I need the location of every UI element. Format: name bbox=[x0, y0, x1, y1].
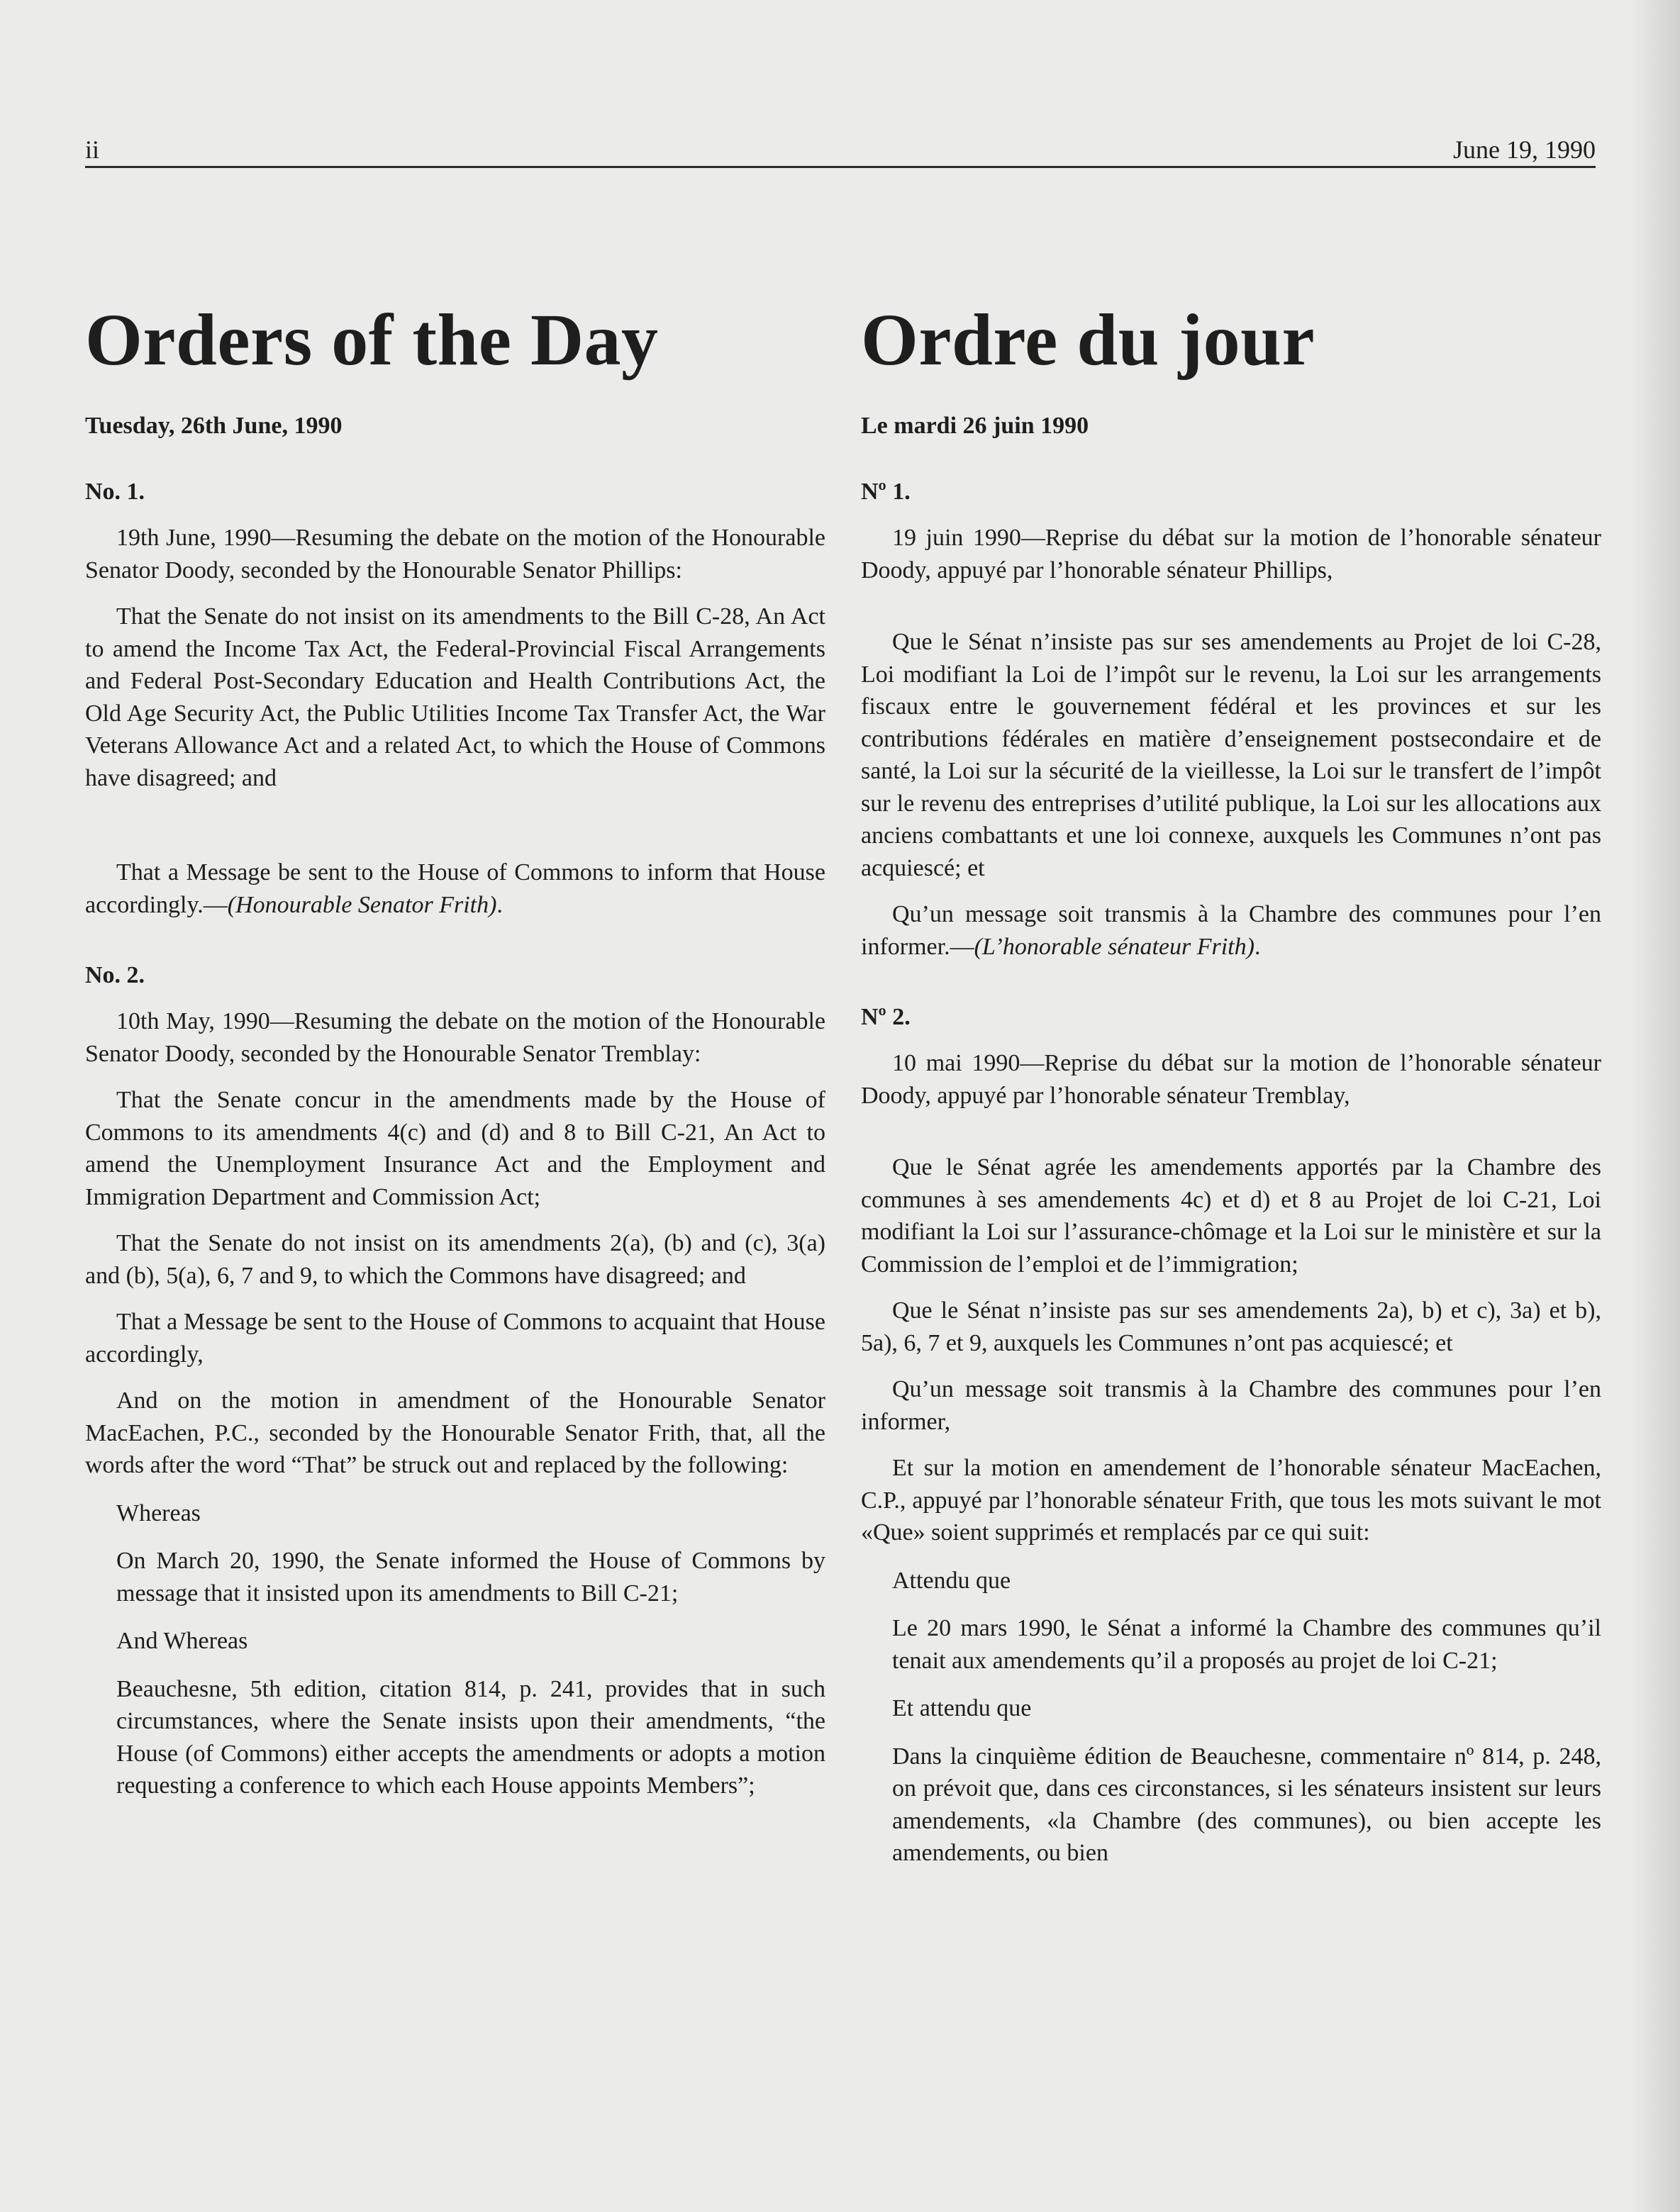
item2-motion1-english: That the Senate concur in the amendments made by the House of Commons to its amendments 4(c) and (d) and 8 to Bill C-21, An Act to amend the Unemployment Insurance Act and the Employment and Immigration Department and Commission Act; bbox=[85, 1087, 825, 1210]
whereas-text-1-french: Le 20 mars 1990, le Sénat a informé la Chambre des communes qu’il tenait aux amendements qu’il a proposés au projet de loi C-21; bbox=[892, 1615, 1601, 1674]
sitting-date-french: Le mardi 26 juin 1990 bbox=[861, 413, 1089, 439]
page-title-english: Orders of the Day bbox=[85, 299, 659, 381]
item1-motion-french: Que le Sénat n’insiste pas sur ses amendements au Projet de loi C-28, Loi modifiant la Loi de l’impôt sur le revenu, la Loi sur les arrangements fiscaux entre le gouvernement fédéral et les provinces et sur les contributions fédérales en matière d’enseignement postsecondaire et de santé, la Loi sur la sécurité de la vieillesse, la Loi sur le transfert de l’impôt sur le revenu des entreprises d’utilité publique, la Loi sur les allocations aux anciens combattants et une loi connexe, auxquels les Communes n’ont pas acquiescé; et bbox=[861, 629, 1601, 881]
item2-intro-french: 10 mai 1990—Reprise du débat sur la motion de l’honorable sénateur Doody, appuyé par l’honorable sénateur Tremblay, bbox=[861, 1050, 1601, 1109]
item-number-1-french: Nº 1. bbox=[861, 479, 911, 505]
item2-amendment-french: Et sur la motion en amendement de l’honorable sénateur MacEachen, C.P., appuyé par l’honorable sénateur Frith, que tous les mots suivant le mot «Que» soient supprimés et remplacés par ce qui suit: bbox=[861, 1455, 1601, 1546]
item1-motion-english: That the Senate do not insist on its amendments to the Bill C-28, An Act to amend the Income Tax Act, the Federal-Provincial Fiscal Arrangements and Federal Post-Secondary Education and Health Contributions Act, the Old Age Security Act, the Public Utilities Income Tax Transfer Act, the War Veterans Allowance Act and a related Act, to which the House of Commons have disagreed; and bbox=[85, 603, 825, 791]
whereas-label-2-french: Et attendu que bbox=[892, 1695, 1032, 1721]
item1-message-french bbox=[861, 898, 1601, 963]
item1-attribution-french: (L’honorable sénateur Frith) bbox=[974, 933, 1255, 960]
whereas-text-2-french: Dans la cinquième édition de Beauchesne, commentaire nº 814, p. 248, on prévoit que, dans ces circonstances, si les sénateurs insistent sur leurs amendements, «la Chambre (des communes), ou bien accepte les amendements, ou bien bbox=[892, 1743, 1601, 1866]
item2-motion3-english: That a Message be sent to the House of Commons to acquaint that House accordingly, bbox=[85, 1309, 825, 1368]
english-column bbox=[85, 298, 825, 1802]
whereas-text-1-english: On March 20, 1990, the Senate informed the House of Commons by message that it insisted upon its amendments to Bill C-21; bbox=[116, 1548, 825, 1607]
whereas-label-1-french: Attendu que bbox=[892, 1567, 1011, 1594]
item2-motion3-french: Qu’un message soit transmis à la Chambre des communes pour l’en informer, bbox=[861, 1376, 1601, 1435]
item-number-2-english: No. 2. bbox=[85, 962, 145, 988]
french-column bbox=[861, 298, 1601, 1870]
whereas-label-2-english: And Whereas bbox=[116, 1628, 248, 1654]
item1-message-text-english: That a Message be sent to the House of Commons to inform that House accordingly.— bbox=[85, 859, 825, 918]
item1-message-text-french: Qu’un message soit transmis à la Chambre des communes pour l’en informer.— bbox=[861, 901, 1601, 960]
page-edge-shadow bbox=[1630, 0, 1680, 2212]
running-header bbox=[85, 128, 1596, 168]
item2-amendment-english: And on the motion in amendment of the Honourable Senator MacEachen, P.C., seconded by the Honourable Senator Frith, that, all the words after the word “That” be struck out and replaced by the following: bbox=[85, 1387, 825, 1478]
whereas-label-1-english: Whereas bbox=[116, 1499, 201, 1526]
item2-intro-english: 10th May, 1990—Resuming the debate on the motion of the Honourable Senator Doody, seconded by the Honourable Senator Tremblay: bbox=[85, 1008, 825, 1067]
item1-trail-english: . bbox=[496, 891, 503, 918]
item1-attribution-english: (Honourable Senator Frith) bbox=[227, 891, 497, 918]
item1-intro-english: 19th June, 1990—Resuming the debate on the motion of the Honourable Senator Doody, seconded by the Honourable Senator Phillips: bbox=[85, 525, 825, 583]
item1-trail-french: . bbox=[1254, 933, 1261, 960]
item-number-2-french: Nº 2. bbox=[861, 1004, 911, 1030]
sitting-date-english: Tuesday, 26th June, 1990 bbox=[85, 413, 343, 439]
item2-motion2-english: That the Senate do not insist on its amendments 2(a), (b) and (c), 3(a) and (b), 5(a), 6, 7 and 9, to which the Commons have disagreed; and bbox=[85, 1230, 825, 1289]
item-number-1-english: No. 1. bbox=[85, 479, 145, 505]
page-number: ii bbox=[85, 135, 100, 164]
item1-intro-french: 19 juin 1990—Reprise du débat sur la motion de l’honorable sénateur Doody, appuyé par l’honorable sénateur Phillips, bbox=[861, 525, 1601, 583]
header-date: June 19, 1990 bbox=[1453, 135, 1596, 164]
whereas-text-2-english: Beauchesne, 5th edition, citation 814, p. 241, provides that in such circumstances, where the Senate insists upon their amendments, “the House (of Commons) either accepts the amendments or adopts a motion requesting a conference to which each House appoints Members”; bbox=[116, 1675, 825, 1799]
item2-motion1-french: Que le Sénat agrée les amendements apportés par la Chambre des communes à ses amendements 4c) et d) et 8 au Projet de loi C-21, Loi modifiant la Loi sur l’assurance-chômage et la Loi sur le ministère et sur la Commission de l’emploi et de l’immigration; bbox=[861, 1154, 1601, 1278]
item1-message-english bbox=[85, 856, 825, 921]
item2-motion2-french: Que le Sénat n’insiste pas sur ses amendements 2a), b) et c), 3a) et b), 5a), 6, 7 et 9, auxquels les Communes n’ont pas acquiescé; et bbox=[861, 1297, 1601, 1356]
page-title-french: Ordre du jour bbox=[861, 299, 1315, 381]
